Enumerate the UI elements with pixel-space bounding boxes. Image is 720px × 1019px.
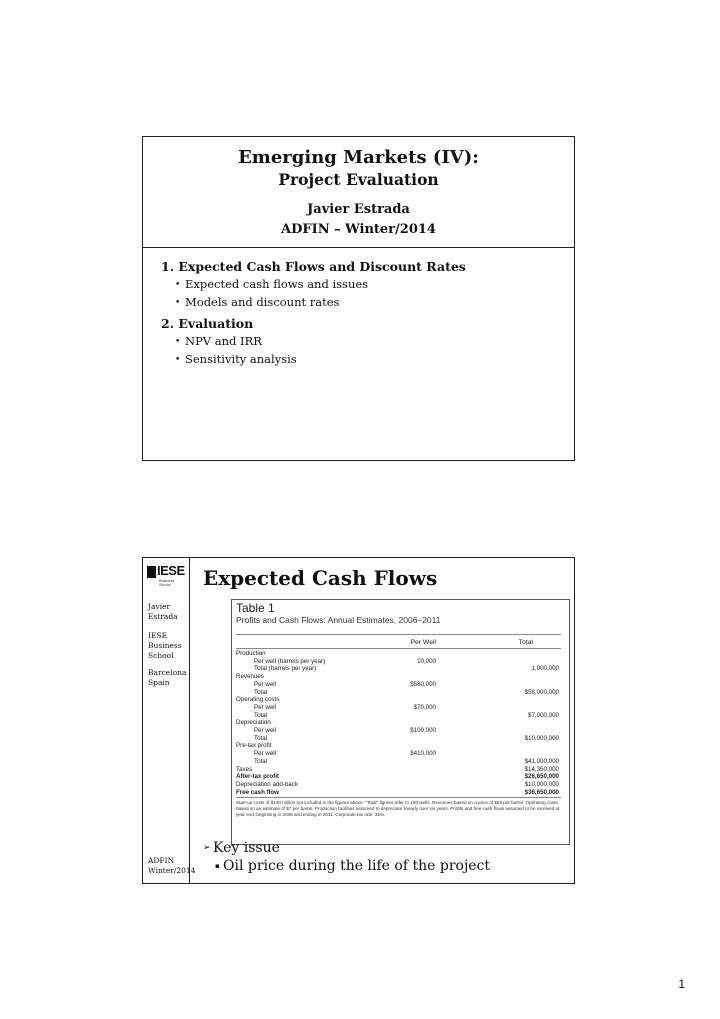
sidebar-line: Javier — [148, 602, 171, 611]
row-label: Total — [254, 688, 268, 696]
outline-item — [175, 276, 564, 294]
logo-text: IESE — [157, 563, 185, 578]
total-value: $14,350,000 — [524, 765, 559, 773]
logo-subtext: Business School — [159, 579, 175, 587]
sidebar-line: IESE — [148, 631, 168, 640]
table-rule — [236, 797, 561, 798]
arrow-bullet-icon: ➢ — [203, 843, 211, 853]
slide-sidebar — [143, 558, 196, 883]
key-detail-label: Oil price during the life of the project — [223, 858, 491, 874]
bullet-icon: • — [175, 280, 181, 290]
sidebar-line: Business — [148, 641, 182, 650]
sidebar-line: Winter/2014 — [148, 866, 196, 875]
bullet-icon: • — [175, 337, 181, 347]
per-well-value: $580,000 — [410, 680, 436, 688]
total-value: $58,000,000 — [524, 688, 559, 696]
sidebar-location — [148, 668, 186, 688]
row-label: Depreciation — [236, 719, 271, 727]
sidebar-line: Barcelona — [148, 668, 187, 677]
row-label: Total — [254, 734, 268, 742]
slide-header — [143, 137, 574, 247]
row-label: Depreciation add-back — [236, 780, 298, 788]
per-well-value: $100,000 — [410, 727, 436, 734]
total-value: $7,000,000 — [528, 711, 559, 719]
sidebar-line: ADFIN — [148, 856, 175, 865]
row-label: Per well — [254, 727, 277, 734]
table-rule — [236, 648, 561, 649]
total-value: 1,000,000 — [531, 665, 559, 673]
section-heading: 1. Expected Cash Flows and Discount Rates — [161, 259, 466, 274]
slide-title: Expected Cash Flows — [203, 566, 438, 590]
outline-item-label: Sensitivity analysis — [185, 351, 297, 366]
bullet-icon: • — [175, 354, 181, 365]
sidebar-line: School — [148, 651, 174, 660]
table-rule — [236, 634, 561, 635]
table-row — [232, 789, 569, 797]
sidebar-course — [148, 856, 195, 876]
bullet-icon: • — [175, 297, 181, 308]
logo-mark-icon — [147, 566, 156, 578]
per-well-value: 10,000 — [417, 657, 436, 665]
outline-item — [175, 294, 564, 312]
sidebar-school — [148, 631, 182, 661]
total-value: $26,650,000 — [524, 773, 559, 781]
slide-subtitle: Project Evaluation — [278, 170, 439, 189]
outline-item — [175, 333, 564, 351]
title-slide — [142, 136, 575, 461]
table-footnote: Start-up costs of $130 million not included in the figures above. "Total" figures refer to 100 wells. Revenues based on a price of $58 per barrel. Operating costs based on an estimate of $7 per barrel. Production facilities assumed to depreciate linearly over six years. Profits and free cash flows assumed to be received at year end, beginning in 2006 and ending in 2011. Corporate tax rate: 35%. — [236, 800, 560, 818]
header-divider — [143, 247, 574, 248]
row-label: Taxes — [236, 765, 253, 773]
row-label: Per well — [254, 750, 277, 758]
per-well-value: $410,000 — [410, 750, 436, 758]
column-header-per-well: Per Well — [410, 639, 436, 646]
row-label: Production — [236, 650, 266, 657]
content-slide — [142, 557, 575, 884]
cash-flow-table — [231, 599, 570, 845]
column-header-total: Total — [518, 639, 533, 646]
row-label: Free cash flow — [236, 788, 279, 796]
row-label: Operating costs — [236, 696, 280, 704]
row-label: Total (barrels per year) — [254, 665, 317, 673]
outline-item-label: Expected cash flows and issues — [185, 277, 369, 291]
key-issue-item — [203, 839, 490, 857]
key-issue-label: Key issue — [213, 840, 280, 856]
table-subtitle: Profits and Cash Flows: Annual Estimates, 2006–2011 — [236, 615, 441, 625]
sidebar-line: Estrada — [148, 612, 178, 621]
total-value: $36,650,000 — [524, 788, 559, 796]
slide-title: Emerging Markets (IV): — [238, 147, 479, 168]
course-label: ADFIN – Winter/2014 — [281, 222, 436, 237]
row-label: Revenues — [236, 673, 264, 681]
section-heading: 2. Evaluation — [161, 316, 254, 331]
row-label: Per well (barrels per year) — [254, 657, 326, 665]
total-value: $10,000,000 — [524, 734, 559, 742]
per-well-value: $70,000 — [413, 703, 436, 711]
outline-item-label: NPV and IRR — [185, 334, 262, 348]
outline-item-label: Models and discount rates — [185, 294, 340, 309]
outline — [161, 259, 564, 368]
key-detail-item — [215, 857, 490, 875]
table-title: Table 1 — [236, 601, 275, 615]
row-label: After-tax profit — [236, 773, 279, 781]
sidebar-line: Spain — [148, 678, 170, 687]
total-value: $10,000,000 — [524, 780, 559, 788]
sidebar-author — [148, 602, 178, 622]
row-label: Pre-tax profit — [236, 742, 272, 750]
row-label: Total — [254, 711, 268, 719]
square-bullet-icon: ▪ — [215, 862, 220, 870]
row-label: Total — [254, 757, 268, 765]
iese-logo — [147, 563, 187, 587]
key-points — [203, 839, 490, 875]
author-name: Javier Estrada — [307, 202, 410, 217]
row-label: Per well — [254, 703, 277, 711]
outline-item — [175, 351, 564, 369]
total-value: $41,000,000 — [524, 757, 559, 765]
page-number: 1 — [678, 977, 685, 991]
row-label: Per well — [254, 680, 277, 688]
